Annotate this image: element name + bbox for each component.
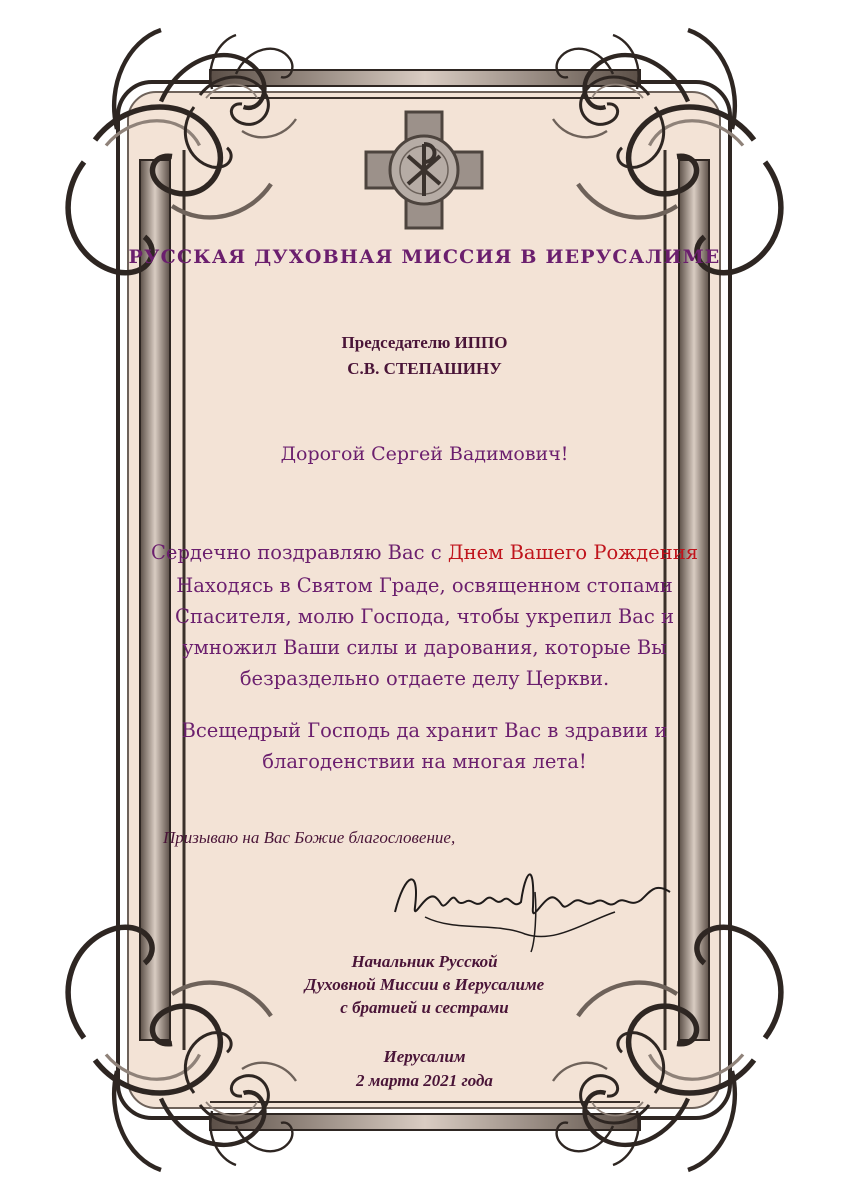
birthday-highlight: Днем Вашего Рождения	[447, 541, 699, 564]
paragraph1-lead: Сердечно поздравляю Вас с	[150, 541, 448, 564]
blessing: Призываю на Вас Божие благословение,	[163, 828, 456, 847]
addressee-name: С.В. СТЕПАШИНУ	[347, 359, 502, 378]
paragraph1-line4: умножил Ваши силы и дарования, которые Вы	[182, 636, 667, 659]
signature-line3: с братией и сестрами	[340, 998, 509, 1017]
handwritten-signature	[385, 852, 685, 957]
paragraph2-line2: благоденствии на многая лета!	[262, 750, 587, 773]
greeting: Дорогой Сергей Вадимович!	[280, 443, 569, 465]
paragraph1-line2: Находясь в Святом Граде, освященном стопами	[176, 574, 673, 597]
signature-line1: Начальник Русской	[351, 952, 498, 971]
addressee-title: Председателю ИППО	[341, 333, 508, 352]
paragraph2-line1: Всещедрый Господь да хранит Вас в здравии и	[181, 719, 668, 742]
place: Иерусалим	[383, 1047, 466, 1066]
paragraph1-line1	[0, 536, 849, 569]
signature-line2: Духовной Миссии в Иерусалиме	[304, 975, 545, 994]
date: 2 марта 2021 года	[356, 1071, 493, 1090]
paragraph1-line3: Спасителя, молю Господа, чтобы укрепил Вас и	[175, 605, 674, 628]
paragraph1-line5: безраздельно отдаете делу Церкви.	[239, 667, 610, 690]
organization-title: РУССКАЯ ДУХОВНАЯ МИССИЯ В ИЕРУСАЛИМЕ	[128, 246, 721, 268]
